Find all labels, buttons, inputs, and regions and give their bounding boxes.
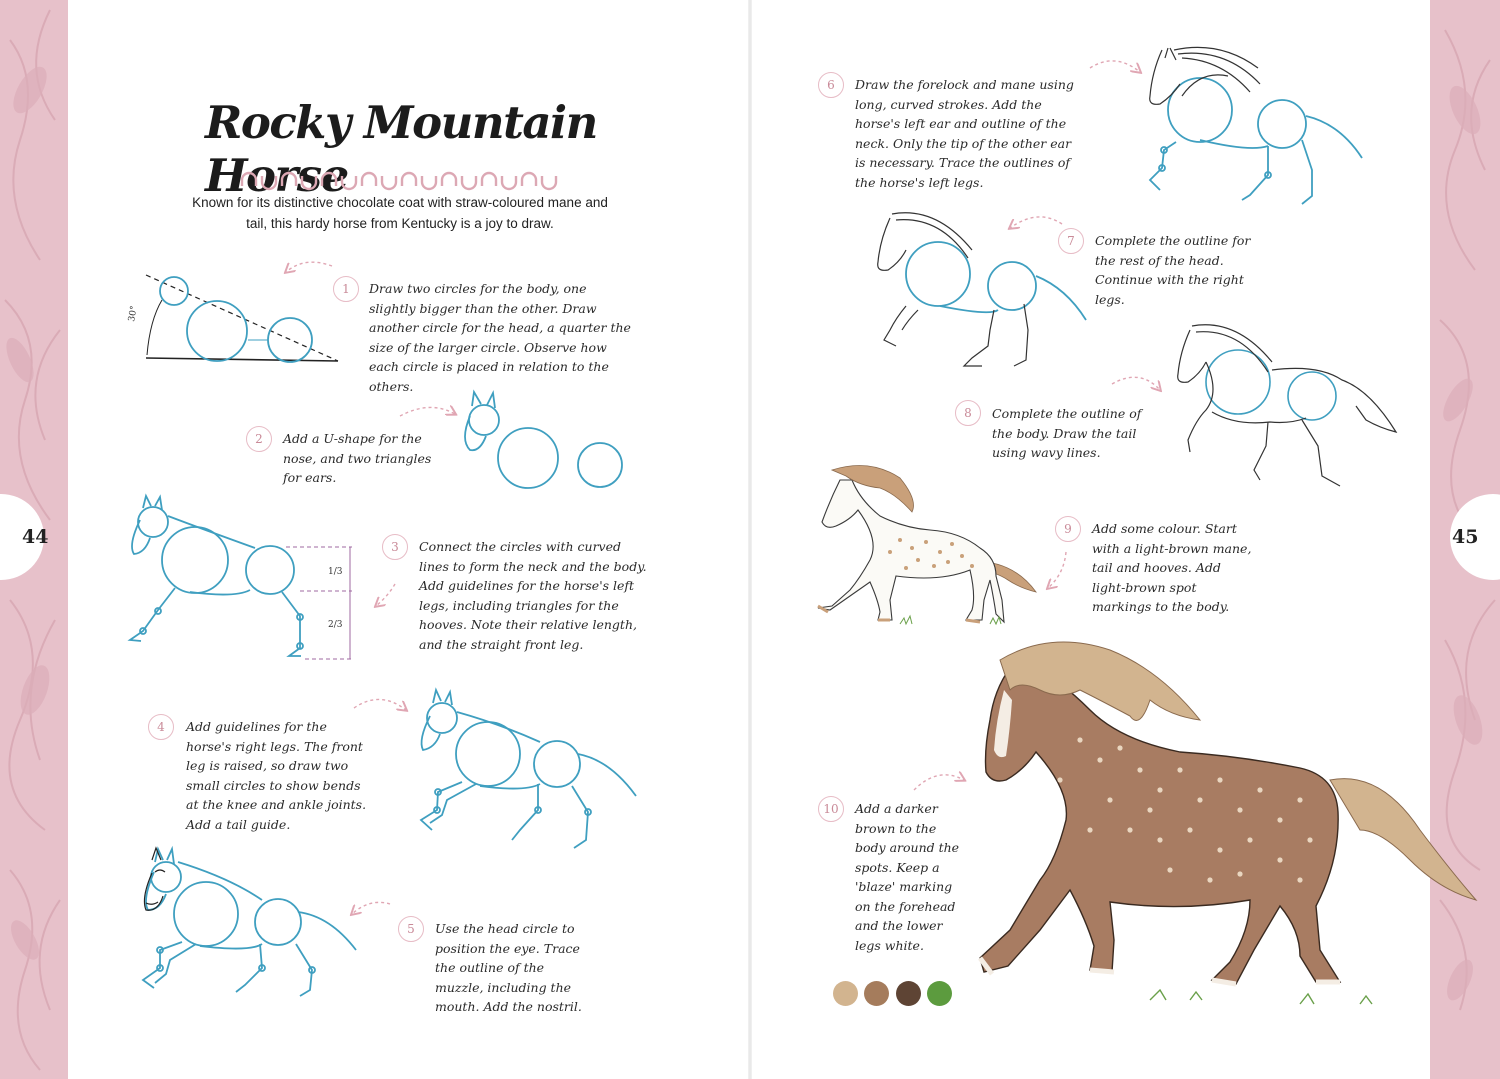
step-2-head-illustration [465,392,622,488]
step-6-mane-illustration [1150,78,1362,204]
arrow-step-5-icon [352,902,390,914]
arrow-step-10-icon [914,775,964,790]
angle-label: 30° [127,305,140,323]
step-number-2: 2 [246,426,272,452]
step-8-text: Complete the outline of the body. Draw the tail using wavy lines. [992,406,1142,460]
step-6-text: Draw the forelock and mane using long, curved strokes. Add the horse's left ear and outline of the neck. Only the tip of the other ear is necessary. Trace the outlines of the horse's left legs. [855,77,1074,190]
arrow-step-9-icon [1048,552,1066,588]
grass-tufts-icon [900,616,1001,624]
arrow-step-7-icon [1010,217,1062,228]
step-7-legs-illustration [906,242,1086,320]
step-10-text: Add a darker brown to the body around the spots. Keep a 'blaze' marking on the forehead and the lower legs white. [855,801,960,953]
step-number-4: 4 [148,714,174,740]
step-9-coloured-horse-illustration [818,466,1036,623]
step-6-outline-lines [1150,47,1260,104]
step-number-6: 6 [818,72,844,98]
arrow-step-1-icon [286,262,332,272]
step-number-1: 1 [333,276,359,302]
intro-text: Known for its distinctive chocolate coat with straw-coloured mane and tail, this hardy horse from Kentucky is a joy to draw. [192,195,608,231]
step-9-text: Add some colour. Start with a light-brown mane, tail and hooves. Add light-brown spot markings to the body. [1092,521,1252,614]
step-number-9: 9 [1055,516,1081,542]
page-number-right: 45 [1452,526,1479,548]
step-3-proportion-guide [286,547,352,659]
arrow-step-8-icon [1112,377,1160,390]
fraction-top-label: 1/3 [328,567,343,577]
step-10-finished-horse-illustration [980,642,1476,1004]
page-number-left: 44 [22,526,49,548]
swatch-light-brown [833,981,858,1006]
arrow-step-2-icon [400,407,455,416]
step-5-text: Use the head circle to position the eye. Trace the outline of the muzzle, including the mouth. Add the nostril. [435,921,582,1014]
step-8-outline-lines [1178,325,1396,486]
arrow-step-6-icon [1090,61,1140,72]
page-title: Rocky Mountain Horse [205,96,597,202]
step-number-3: 3 [382,534,408,560]
arrow-step-3-icon [376,584,395,606]
step-4-text: Add guidelines for the horse's right legs. The front leg is raised, so draw two small circles to show bends at the knee and ankle joints. Add a tail guide. [186,719,367,832]
step-number-8: 8 [955,400,981,426]
step-7-outline-lines [878,213,1028,366]
step-3-body-illustration [130,496,303,656]
step-number-5: 5 [398,916,424,942]
step-2-text: Add a U-shape for the nose, and two triangles for ears. [283,431,432,485]
step-1-circles-illustration [127,275,338,362]
swatch-mid-brown [864,981,889,1006]
step-number-10: 10 [818,796,844,822]
fraction-bottom-label: 2/3 [328,620,343,630]
swatch-green [927,981,952,1006]
step-7-text: Complete the outline for the rest of the head. Continue with the right legs. [1095,233,1251,307]
arrow-step-4-icon [354,699,406,710]
step-1-text: Draw two circles for the body, one slightly bigger than the other. Draw another circle for the head, a quarter the size of the larger circle. Observe how each circle is placed in relation to the others. [369,281,631,394]
step-number-7: 7 [1058,228,1084,254]
swatch-dark-brown [896,981,921,1006]
step-4-legs-illustration [421,690,636,848]
step-5-head-detail-illustration [143,849,356,996]
step-3-text: Connect the circles with curved lines to form the neck and the body. Add guidelines for the horse's left legs, including triangles for the hooves. Note their relative length, and the straight front leg. [419,539,647,652]
